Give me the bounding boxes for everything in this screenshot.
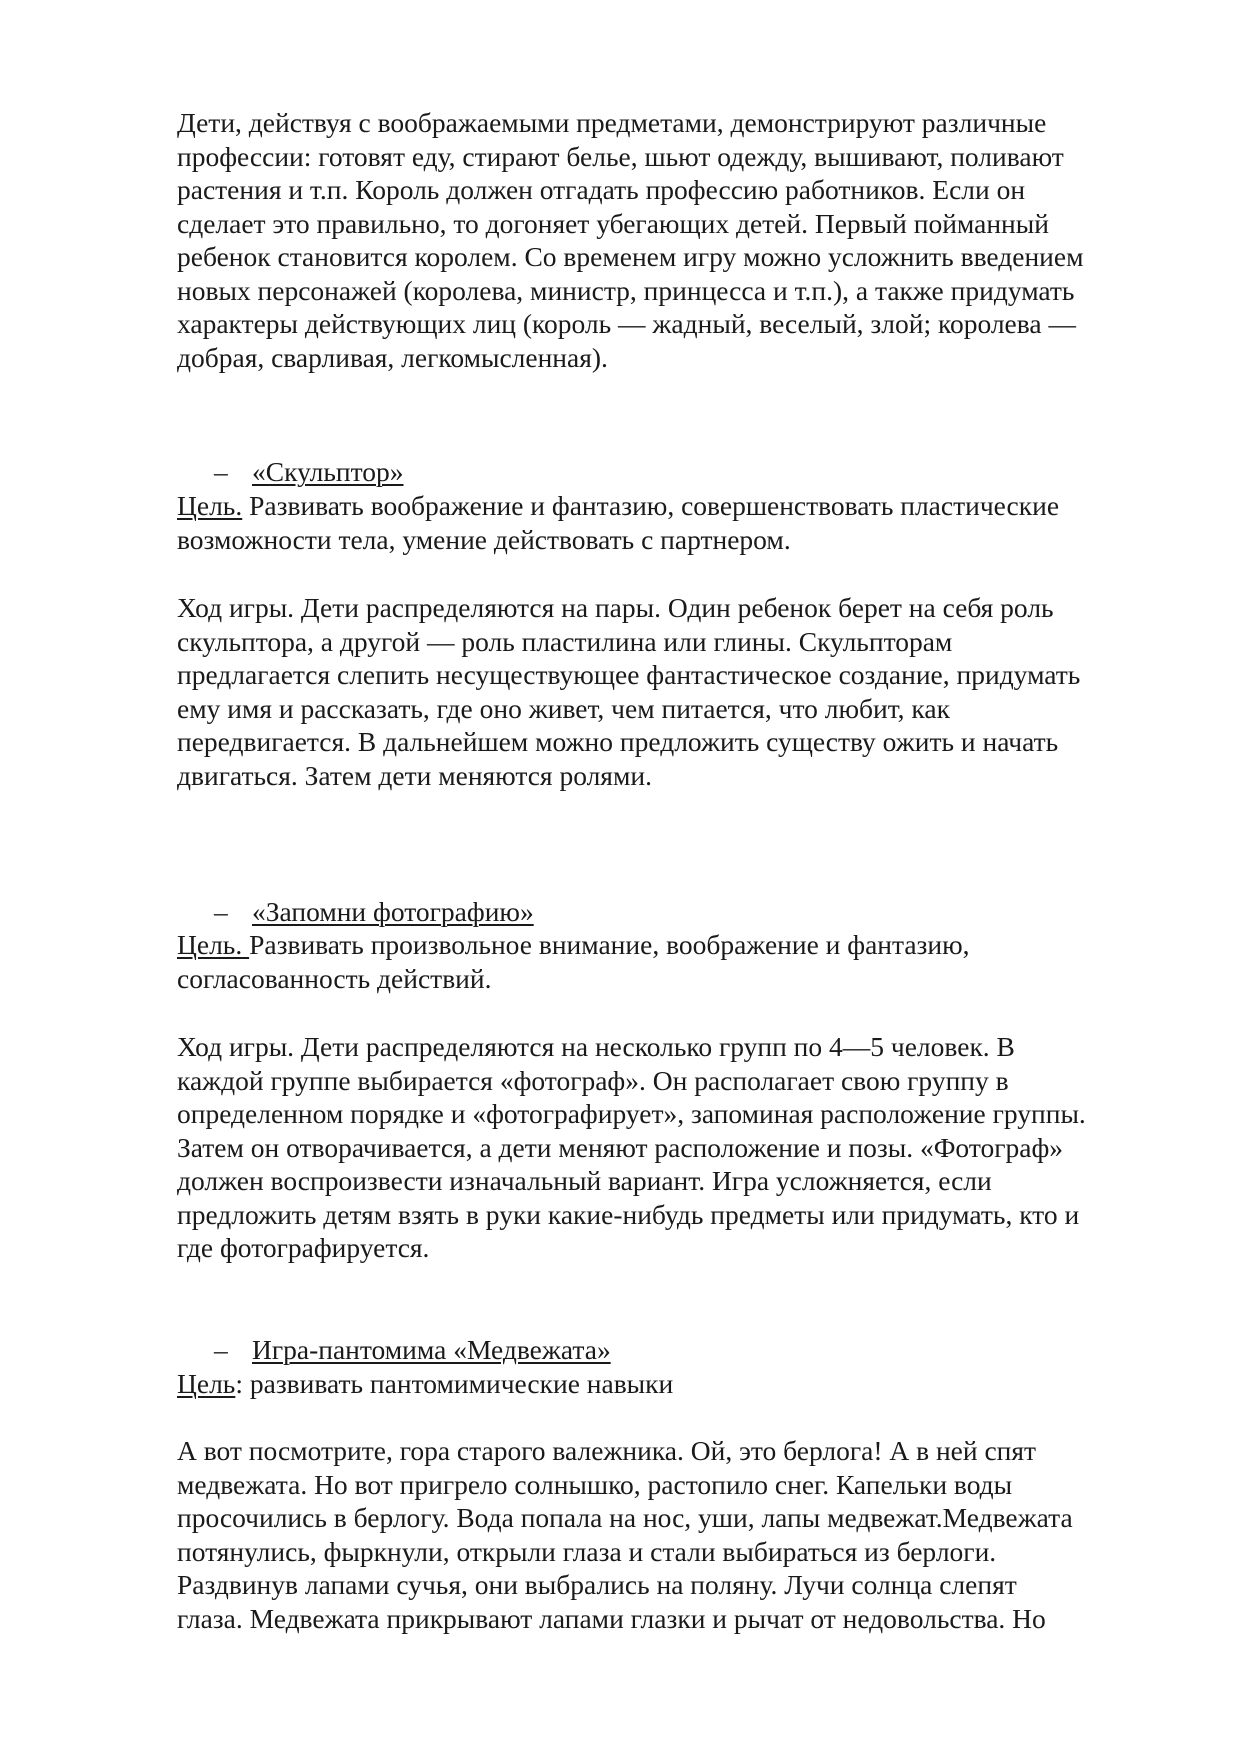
text-line: глаза. Медвежата прикрывают лапами глазки и рычат от недовольства. Но [177, 1602, 1046, 1634]
text-line: Затем он отворачивается, а дети меняют расположение и позы. «Фотограф» [177, 1131, 1064, 1163]
text-line: А вот посмотрите, гора старого валежника. Ой, это берлога! А в ней спят [177, 1435, 1037, 1466]
text-line: предложить детям взять в руки какие-нибудь предметы или придумать, кто и [177, 1198, 1080, 1230]
dash-bullet: – [214, 896, 228, 927]
goal-text: возможности тела, умение действовать с партнером. [177, 523, 791, 555]
text-line: где фотографируется. [177, 1232, 430, 1263]
section-title: «Скульптор» [252, 456, 404, 487]
text-line: ребенок становится королем. Со временем игру можно усложнить введением [177, 241, 1084, 272]
text-line: сделает это правильно, то догоняет убегающих детей. Первый пойманный [177, 207, 1049, 239]
section-heading-sculptor [214, 455, 404, 489]
text-line: Ход игры. Дети распределяются на несколько групп по 4—5 человек. В [177, 1031, 1015, 1062]
section-body [177, 1030, 1167, 1265]
text-line: передвигается. В дальнейшем можно предложить существу ожить и начать [177, 726, 1059, 757]
text-line: потянулись, фыркнули, открыли глаза и стали выбираться из берлоги. [177, 1535, 997, 1567]
goal-text: : развивать пантомимические навыки [235, 1368, 674, 1399]
text-line: характеры действующих лиц (король — жадный, веселый, злой; королева — [177, 308, 1076, 339]
section-body [177, 591, 1167, 792]
text-line: просочились в берлогу. Вода попала на нос, уши, лапы медвежат.Медвежата [177, 1502, 1073, 1533]
text-line: Ход игры. Дети распределяются на пары. Один ребенок берет на себя роль [177, 592, 1054, 623]
dash-bullet: – [214, 456, 228, 487]
text-line: ему имя и рассказать, где оно живет, чем питается, что любит, как [177, 692, 950, 724]
text-line: предлагается слепить несуществующее фантастическое создание, придумать [177, 659, 1081, 690]
text-line: Раздвинув лапами сучья, они выбрались на поляну. Лучи солнца слепят [177, 1569, 1017, 1600]
goal-label: Цель. [177, 490, 243, 521]
section-heading-bears [214, 1333, 611, 1367]
section-title: Игра-пантомима «Медвежата» [252, 1334, 611, 1365]
text-line: каждой группе выбирается «фотограф». Он располагает свою группу в [177, 1064, 1009, 1096]
text-line: добрая, сварливая, легкомысленная). [177, 341, 608, 373]
text-line: двигаться. Затем дети меняются ролями. [177, 759, 652, 791]
goal-text: Развивать произвольное внимание, воображение и фантазию, [249, 929, 970, 960]
goal-text: Развивать воображение и фантазию, совершенствовать пластические [242, 490, 1060, 521]
goal-line [177, 489, 1167, 523]
goal-text: согласованность действий. [177, 962, 492, 994]
goal-label: Цель. [177, 929, 250, 960]
dash-bullet: – [214, 1334, 228, 1365]
text-line: медвежата. Но вот пригрело солнышко, растопило снег. Капельки воды [177, 1468, 1013, 1500]
text-line: профессии: готовят еду, стирают белье, шьют одежду, вышивают, поливают [177, 140, 1064, 172]
section-body [177, 1434, 1167, 1635]
text-line: растения и т.п. Король должен отгадать профессию работников. Если он [177, 174, 1026, 205]
section-goal [177, 489, 1167, 556]
text-line: Дети, действуя с воображаемыми предметами, демонстрируют различные [177, 107, 1047, 138]
goal-line [177, 1367, 1167, 1401]
section-title: «Запомни фотографию» [252, 896, 534, 927]
intro-paragraph [177, 106, 1167, 374]
text-line: должен воспроизвести изначальный вариант. Игра усложняется, если [177, 1165, 992, 1196]
goal-line [177, 928, 1167, 962]
text-line: определенном порядке и «фотографирует», запоминая расположение группы. [177, 1098, 1086, 1129]
section-heading-photo [214, 895, 534, 929]
section-goal [177, 928, 1167, 995]
section-goal [177, 1367, 1167, 1401]
text-line: новых персонажей (королева, министр, принцесса и т.п.), а также придумать [177, 274, 1075, 306]
text-line: скульптора, а другой — роль пластилина или глины. Скульпторам [177, 625, 953, 657]
goal-label: Цель [177, 1368, 236, 1399]
